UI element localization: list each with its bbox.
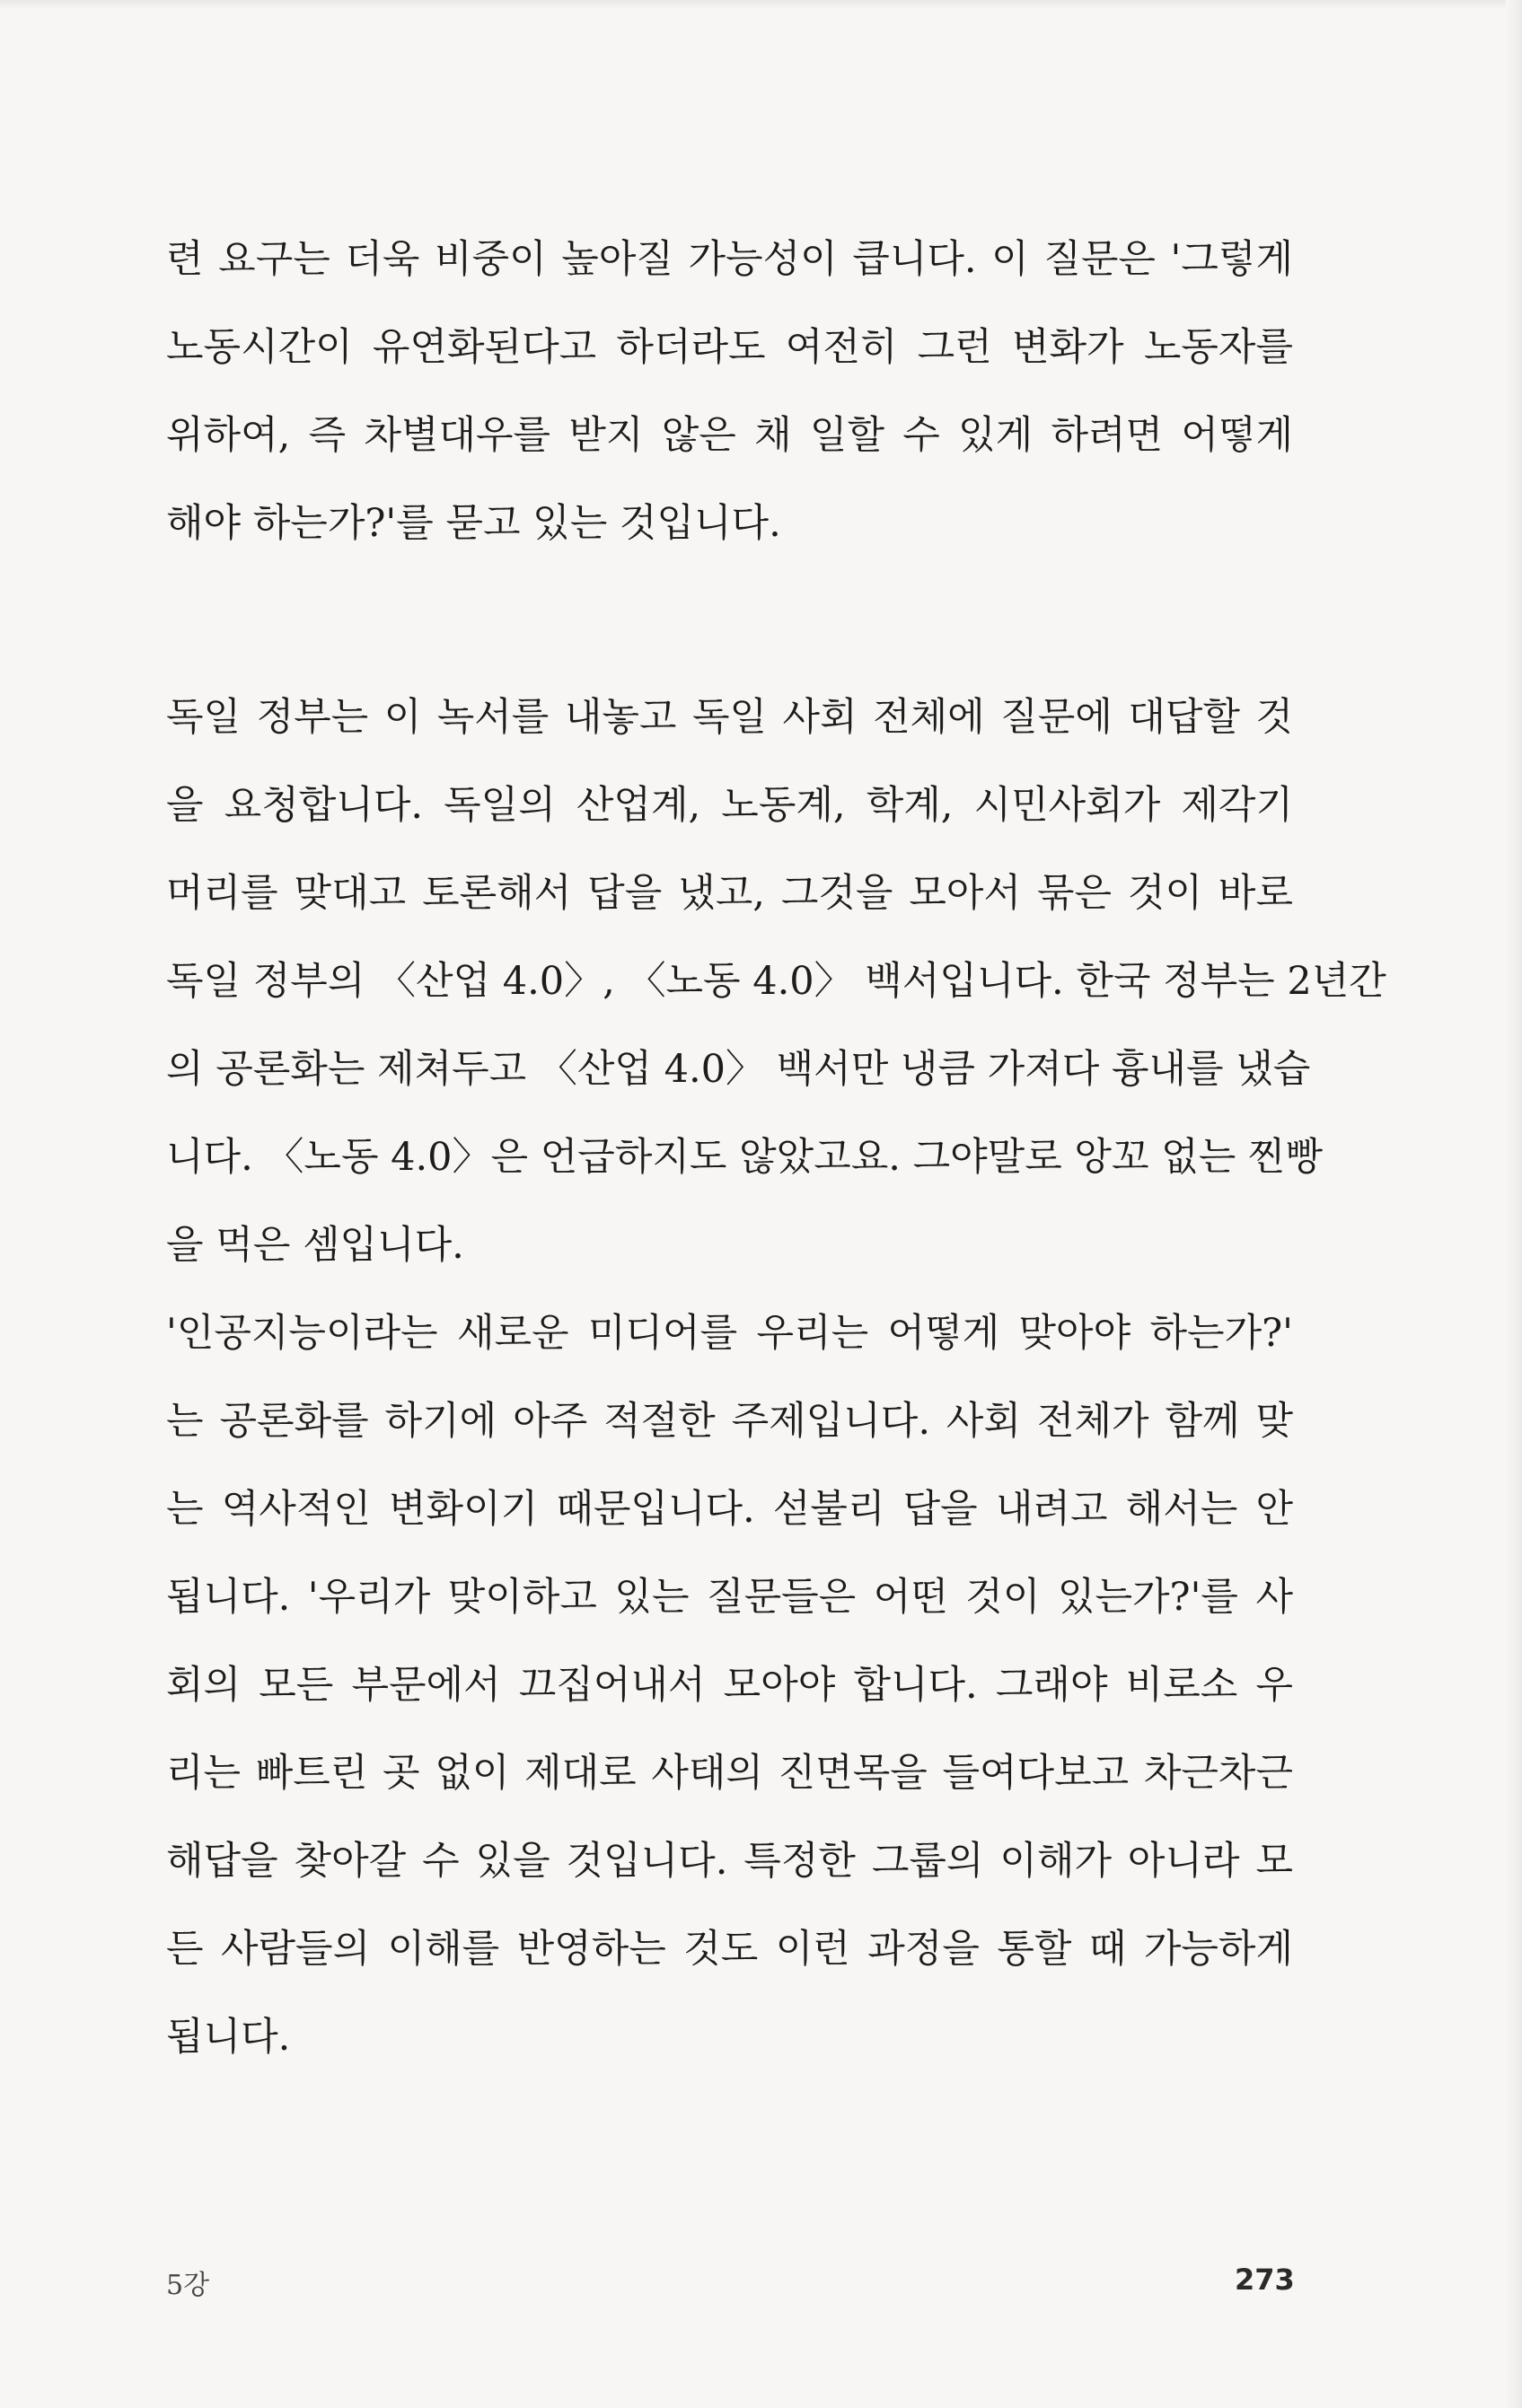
text-line: 됩니다. '우리가 맞이하고 있는 질문들은 어떤 것이 있는가?'를 사 <box>166 1575 1293 1620</box>
page-number: 273 <box>1235 2263 1295 2297</box>
text-line: 리는 빠트린 곳 없이 제대로 사태의 진면목을 들여다보고 차근차근 <box>166 1751 1293 1796</box>
text-line: 련 요구는 더욱 비중이 높아질 가능성이 큽니다. 이 질문은 '그렇게 <box>166 237 1293 282</box>
text-line: 을 요청합니다. 독일의 산업계, 노동계, 학계, 시민사회가 제각기 <box>166 783 1293 828</box>
text-line: 독일 정부의 〈산업 4.0〉, 〈노동 4.0〉 백서입니다. 한국 정부는 2년간 <box>166 959 1386 1004</box>
paragraph-gap <box>166 567 1293 673</box>
text-line: '인공지능이라는 새로운 미디어를 우리는 어떻게 맞아야 하는가?' <box>166 1311 1293 1356</box>
text-line: 노동시간이 유연화된다고 하더라도 여전히 그런 변화가 노동자를 <box>166 325 1293 370</box>
page-top-edge <box>0 0 1522 9</box>
paragraph-2 <box>166 673 1386 1289</box>
text-line: 회의 모든 부문에서 끄집어내서 모아야 합니다. 그래야 비로소 우 <box>166 1663 1293 1708</box>
text-line: 됩니다. <box>166 2015 291 2060</box>
text-line: 해답을 찾아갈 수 있을 것입니다. 특정한 그룹의 이해가 아니라 모 <box>166 1839 1293 1884</box>
text-line: 위하여, 즉 차별대우를 받지 않은 채 일할 수 있게 하려면 어떻게 <box>166 413 1293 458</box>
chapter-label: 5강 <box>166 2270 210 2301</box>
text-line: 머리를 맞대고 토론해서 답을 냈고, 그것을 모아서 묶은 것이 바로 <box>166 871 1293 916</box>
text-line: 는 역사적인 변화이기 때문입니다. 섣불리 답을 내려고 해서는 안 <box>166 1487 1293 1532</box>
text-line: 든 사람들의 이해를 반영하는 것도 이런 과정을 통할 때 가능하게 <box>166 1927 1293 1972</box>
text-line: 니다. 〈노동 4.0〉은 언급하지도 않았고요. 그야말로 앙꼬 없는 찐빵 <box>166 1135 1323 1180</box>
paragraph-1 <box>166 215 1293 567</box>
text-line: 해야 하는가?'를 묻고 있는 것입니다. <box>166 501 781 546</box>
paragraph-3 <box>166 1289 1293 2081</box>
page-body <box>166 215 1386 2081</box>
text-line: 의 공론화는 제쳐두고 〈산업 4.0〉 백서만 냉큼 가져다 흉내를 냈습 <box>166 1047 1311 1092</box>
text-line: 는 공론화를 하기에 아주 적절한 주제입니다. 사회 전체가 함께 맞 <box>166 1399 1293 1444</box>
text-line: 을 먹은 셈입니다. <box>166 1223 464 1268</box>
page-right-edge <box>1506 0 1522 2408</box>
text-line: 독일 정부는 이 녹서를 내놓고 독일 사회 전체에 질문에 대답할 것 <box>166 695 1293 740</box>
